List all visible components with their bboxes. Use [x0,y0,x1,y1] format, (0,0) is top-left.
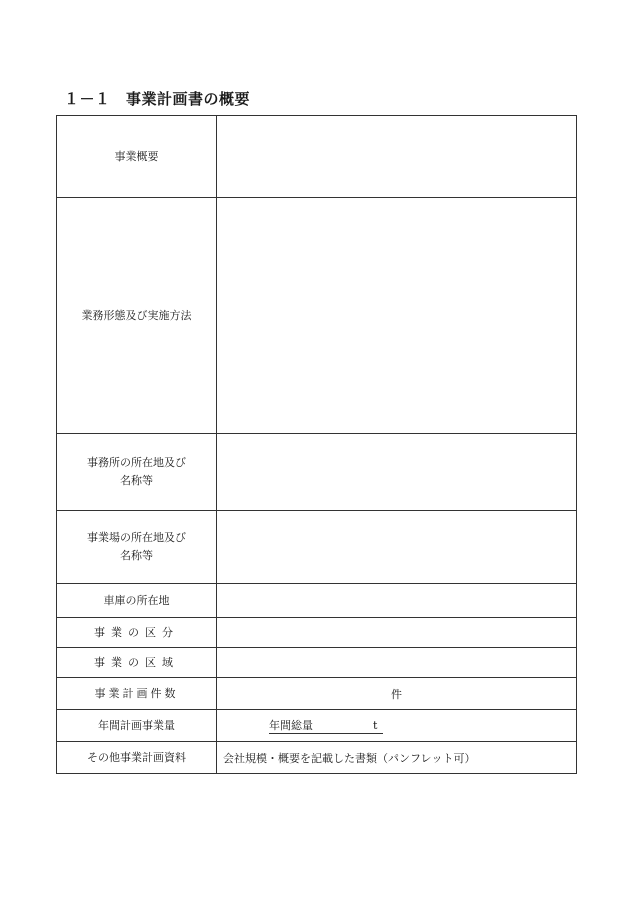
business-category-field[interactable] [217,618,577,648]
row-label-business-area: 事業の区域 [57,648,217,678]
other-documents-field: 会社規模・概要を記載した書類（パンフレット可） [217,742,577,774]
page-title: １－１ 事業計画書の概要 [64,90,251,108]
annual-volume-unit: t [373,718,378,732]
table-row [57,511,577,584]
table-row [57,116,577,198]
business-overview-field[interactable] [217,116,577,198]
workplace-location-field[interactable] [217,511,577,584]
annual-volume-field[interactable] [217,710,577,742]
table-row [57,584,577,618]
row-label-business-form-method: 業務形態及び実施方法 [57,198,217,434]
row-label-plan-count: 事業計画件数 [57,678,217,710]
table-row [57,618,577,648]
row-label-workplace-location: 事業場の所在地及び 名称等 [57,511,217,584]
table-row [57,678,577,710]
table-row [57,710,577,742]
business-plan-summary-table [56,115,577,774]
table-row [57,434,577,511]
row-label-business-category: 事業の区分 [57,618,217,648]
garage-location-field[interactable] [217,584,577,618]
table-row [57,648,577,678]
count-unit: 件 [391,687,402,701]
row-label-office-location: 事務所の所在地及び 名称等 [57,434,217,511]
plan-count-field[interactable] [217,678,577,710]
row-label-other-documents: その他事業計画資料 [57,742,217,774]
table-row [57,198,577,434]
row-label-annual-volume: 年間計画事業量 [57,710,217,742]
business-area-field[interactable] [217,648,577,678]
row-label-business-overview: 事業概要 [57,116,217,198]
annual-total-label: 年間総量 [269,718,313,732]
business-form-method-field[interactable] [217,198,577,434]
table-row [57,742,577,774]
annual-volume-underline [269,718,383,734]
office-location-field[interactable] [217,434,577,511]
row-label-garage-location: 車庫の所在地 [57,584,217,618]
